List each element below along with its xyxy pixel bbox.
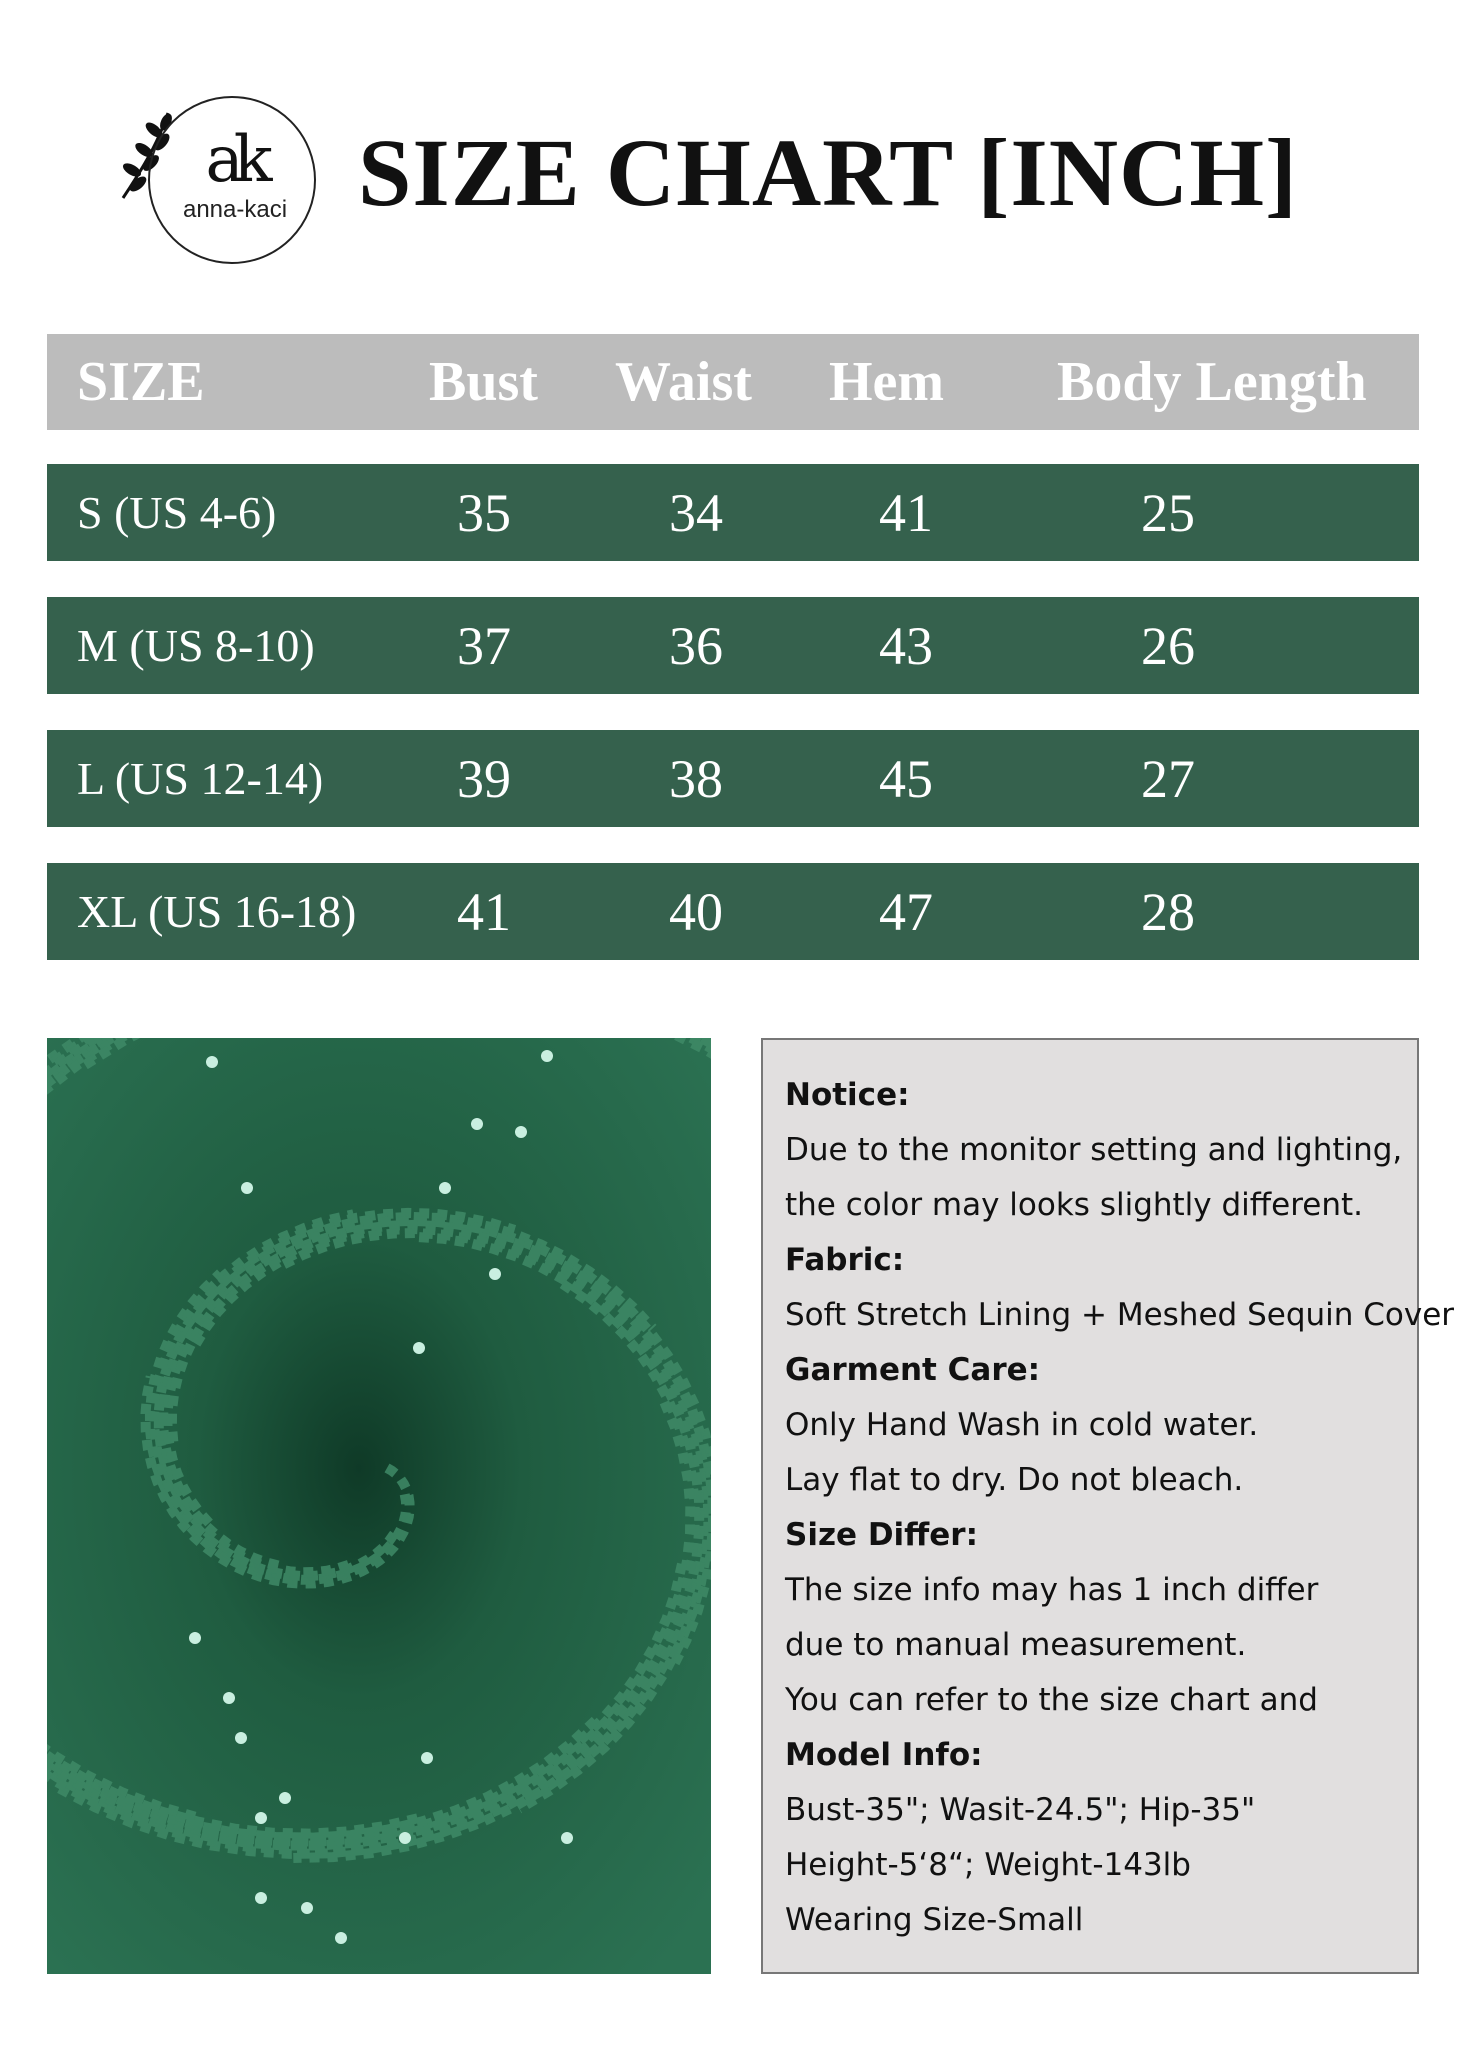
care-notice-panel — [761, 1038, 1455, 1974]
sequin-highlight — [279, 1792, 291, 1804]
fabric-text: Soft Stretch Lining + Meshed Sequin Cover — [785, 1297, 1455, 1333]
sequin-highlight — [223, 1692, 235, 1704]
sequin-highlight — [413, 1342, 425, 1354]
hem-cell: 45 — [879, 748, 933, 809]
body-length-cell: 27 — [1141, 748, 1195, 809]
table-row — [47, 730, 1419, 827]
notice-heading: Notice: — [785, 1077, 910, 1113]
hem-cell: 47 — [879, 881, 933, 942]
header-body-length: Body Length — [1057, 351, 1367, 413]
garment-care-heading: Garment Care: — [785, 1352, 1041, 1388]
sequin-highlight — [335, 1932, 347, 1944]
waist-cell: 36 — [669, 615, 723, 676]
fabric-heading: Fabric: — [785, 1242, 905, 1278]
body-length-cell: 28 — [1141, 881, 1195, 942]
size-differ-text: due to manual measurement. — [785, 1627, 1247, 1663]
page-title: SIZE CHART [INCH] — [358, 119, 1299, 226]
sequin-highlight — [255, 1812, 267, 1824]
model-info-text: Bust-35"; Wasit-24.5"; Hip-35" — [785, 1792, 1256, 1828]
size-cell: S (US 4-6) — [77, 487, 277, 538]
sequin-highlight — [301, 1902, 313, 1914]
bust-cell: 35 — [457, 482, 511, 543]
model-info-text: Wearing Size-Small — [785, 1902, 1084, 1938]
sequin-highlight — [206, 1056, 218, 1068]
notice-text: Due to the monitor setting and lighting, — [785, 1132, 1403, 1168]
sequin-highlight — [561, 1832, 573, 1844]
sequin-highlight — [471, 1118, 483, 1130]
size-differ-heading: Size Differ: — [785, 1517, 978, 1553]
waist-cell: 34 — [669, 482, 723, 543]
sequin-highlight — [439, 1182, 451, 1194]
model-info-text: Height-5‘8“; Weight-143lb — [785, 1847, 1191, 1883]
fabric-swatch-image — [47, 1038, 711, 1974]
bust-cell: 37 — [457, 615, 511, 676]
header-hem: Hem — [829, 351, 945, 413]
brand-logo — [118, 94, 318, 269]
sequin-highlight — [515, 1126, 527, 1138]
body-length-cell: 26 — [1141, 615, 1195, 676]
logo-monogram: ak — [205, 123, 263, 197]
sequin-fabric-texture — [47, 1038, 711, 1974]
model-info-heading: Model Info: — [785, 1737, 983, 1773]
sequin-highlight — [235, 1732, 247, 1744]
logo-brand-name: anna-kaci — [182, 196, 288, 223]
size-cell: XL (US 16-18) — [77, 886, 357, 937]
size-cell: L (US 12-14) — [77, 753, 324, 804]
table-row — [47, 464, 1419, 561]
bust-cell: 39 — [457, 748, 511, 809]
header-waist: Waist — [615, 351, 752, 413]
bust-cell: 41 — [457, 881, 511, 942]
sequin-highlight — [399, 1832, 411, 1844]
waist-cell: 38 — [669, 748, 723, 809]
sequin-highlight — [189, 1632, 201, 1644]
waist-cell: 40 — [669, 881, 723, 942]
header-bust: Bust — [429, 351, 538, 413]
table-row — [47, 863, 1419, 960]
sequin-highlight — [255, 1892, 267, 1904]
garment-care-text: Lay flat to dry. Do not bleach. — [785, 1462, 1244, 1498]
sequin-highlight — [489, 1268, 501, 1280]
sequin-highlight — [241, 1182, 253, 1194]
size-differ-text: You can refer to the size chart and — [785, 1682, 1318, 1718]
table-row — [47, 597, 1419, 694]
hem-cell: 43 — [879, 615, 933, 676]
size-cell: M (US 8-10) — [77, 620, 315, 671]
hem-cell: 41 — [879, 482, 933, 543]
sequin-highlight — [421, 1752, 433, 1764]
table-header — [47, 334, 1419, 430]
body-length-cell: 25 — [1141, 482, 1195, 543]
header-size: SIZE — [77, 351, 205, 413]
sequin-highlight — [541, 1050, 553, 1062]
notice-text: the color may looks slightly different. — [785, 1187, 1363, 1223]
size-differ-text: The size info may has 1 inch differ — [785, 1572, 1319, 1608]
garment-care-text: Only Hand Wash in cold water. — [785, 1407, 1259, 1443]
